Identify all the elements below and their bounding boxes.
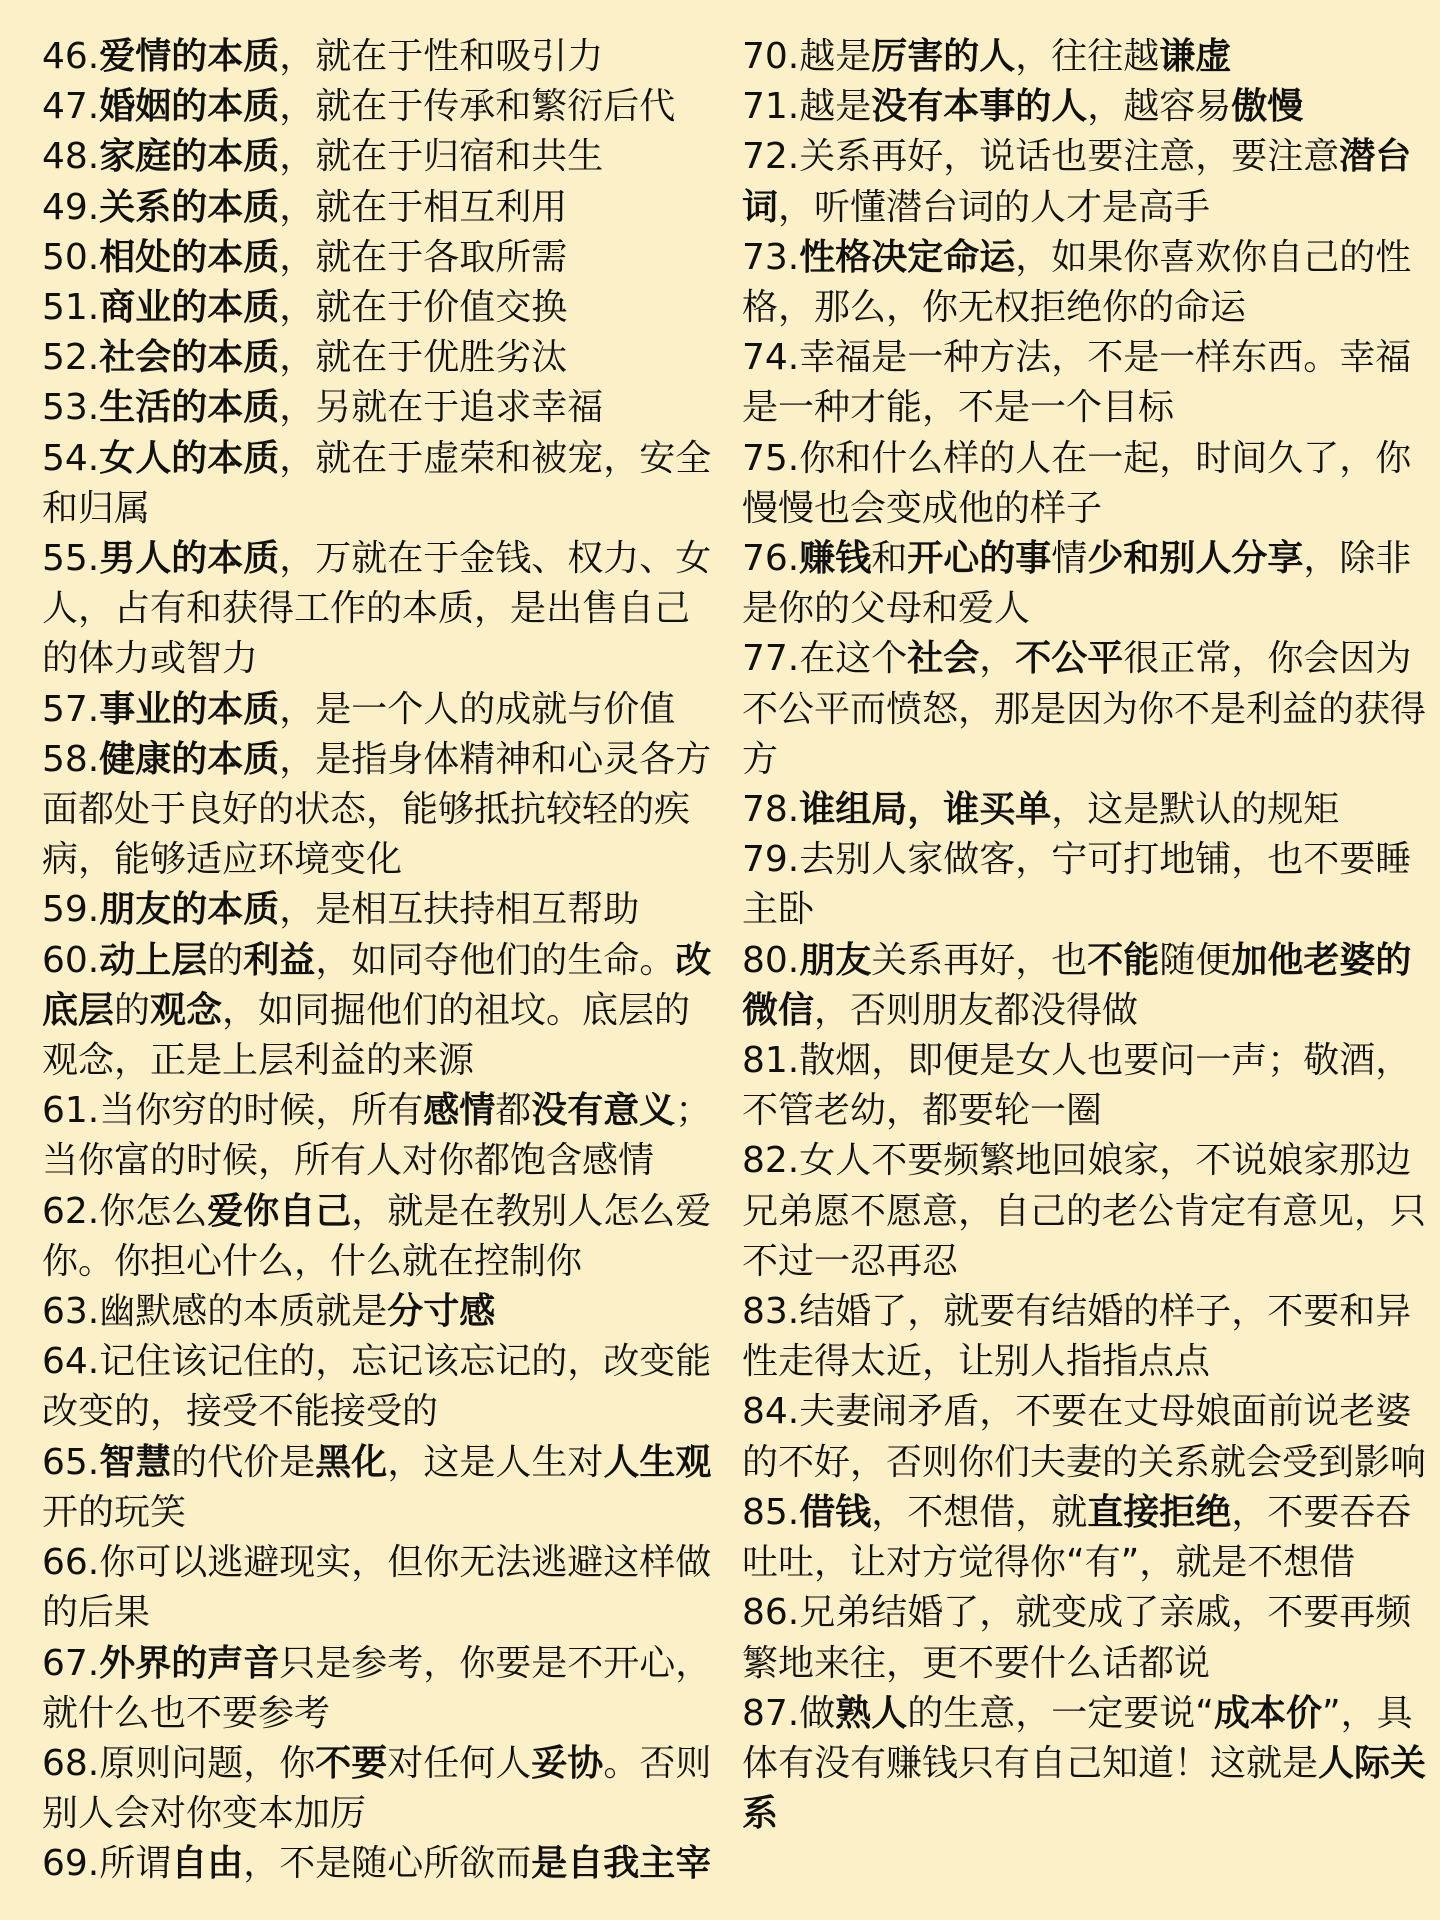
list-item <box>42 283 714 333</box>
bold-text: 动上层 <box>99 939 208 981</box>
text: 都 <box>495 1090 532 1132</box>
text: ，如同夺他们的生命。 <box>315 939 676 981</box>
bold-text: 爱你自己 <box>207 1190 352 1232</box>
text: 50. <box>42 236 100 278</box>
bold-text: 傲慢 <box>1231 86 1304 128</box>
list-item <box>742 1287 1432 1387</box>
text: ， <box>979 638 1016 680</box>
list-item <box>42 333 714 383</box>
list-item <box>42 32 714 82</box>
bold-text: 开心的事 <box>907 538 1052 580</box>
text: 58. <box>42 738 100 780</box>
text: 的 <box>114 989 151 1031</box>
list-item <box>42 383 714 433</box>
bold-text: 人生观 <box>603 1441 712 1483</box>
text: ，是相互扶持相互帮助 <box>279 889 640 931</box>
list-item <box>742 1387 1432 1487</box>
bold-text: 是自我主宰 <box>531 1843 712 1885</box>
text: 63.幽默感的本质就是 <box>42 1291 388 1333</box>
text: 84.夫妻闹矛盾，不要在丈母娘面前说老婆的不好，否则你们夫妻的关系就会受到影响 <box>742 1391 1427 1483</box>
bold-text: 人际关系 <box>742 1742 1427 1835</box>
list-item <box>742 534 1432 634</box>
text: 77.在这个 <box>742 638 908 680</box>
list-item <box>742 634 1432 785</box>
text: ，就是在教别人怎么爱你。你担心什么，什么就在控制你 <box>42 1190 712 1282</box>
bold-text: 观念 <box>150 989 223 1031</box>
list-item <box>742 835 1432 935</box>
text: 86.兄弟结婚了，就变成了亲戚，不要再频繁地来往，更不要什么话都说 <box>742 1592 1412 1684</box>
text: ，就在于传承和繁衍后代 <box>279 86 676 128</box>
text: 65. <box>42 1441 100 1483</box>
text: 76. <box>742 538 800 580</box>
bold-text: 朋友 <box>799 939 872 981</box>
text: 的生意，一定要说“ <box>907 1692 1214 1734</box>
bold-text: 家庭的本质 <box>99 136 280 178</box>
bold-text: 生活的本质 <box>99 387 280 429</box>
text: ，这是人生对 <box>387 1441 604 1483</box>
text: 70.越是 <box>742 36 872 77</box>
text: ”，具体有没有赚钱只有自己知道！这就是 <box>742 1692 1413 1784</box>
text: ，不是随心所欲而 <box>243 1843 532 1885</box>
bold-text: 妥协 <box>531 1742 604 1784</box>
list-item <box>742 1588 1432 1688</box>
text: ，除非是你的父母和爱人 <box>742 538 1412 630</box>
text: 的代价是 <box>171 1441 316 1483</box>
text: 71.越是 <box>742 86 872 128</box>
bold-text: 社会 <box>907 638 980 680</box>
bold-text: 厉害的人 <box>871 36 1016 77</box>
text: 46. <box>42 36 100 77</box>
text: ，往往越 <box>1015 36 1160 77</box>
list-item <box>42 1839 714 1889</box>
bold-text: 女人的本质 <box>99 437 280 479</box>
text: ，听懂潜台词的人才是高手 <box>778 186 1211 228</box>
list-item <box>42 685 714 735</box>
text: 72.关系再好，说话也要注意，要注意 <box>742 136 1340 178</box>
bold-text: 感情 <box>423 1090 496 1132</box>
text: 80. <box>742 939 800 981</box>
text: ，就在于相互利用 <box>279 186 568 228</box>
bold-text: 健康的本质 <box>99 738 280 780</box>
bold-text: 谁组局，谁买单 <box>799 789 1052 831</box>
list-item <box>742 434 1432 534</box>
text: 59. <box>42 889 100 931</box>
bold-text: 社会的本质 <box>99 337 280 379</box>
list-item <box>742 936 1432 1036</box>
bold-text: 智慧 <box>99 1441 172 1483</box>
text: ，另就在于追求幸福 <box>279 387 604 429</box>
text: 的 <box>207 939 244 981</box>
text: ，如果你喜欢你自己的性格，那么，你无权拒绝你的命运 <box>742 236 1412 329</box>
text: 关系再好，也 <box>871 939 1088 981</box>
list-item <box>42 1639 714 1739</box>
text: ，就在于虚荣和被宠，安全和归属 <box>42 437 712 529</box>
text: 87.做 <box>742 1692 836 1734</box>
bold-text: 不要 <box>315 1742 388 1784</box>
list-item <box>42 1337 714 1437</box>
text: 55. <box>42 538 100 580</box>
list-item <box>42 1438 714 1538</box>
list-item <box>42 1739 714 1839</box>
text: ，如同掘他们的祖坟。底层的观念，正是上层利益的来源 <box>42 989 691 1082</box>
text: 48. <box>42 136 100 178</box>
list-item <box>42 132 714 182</box>
list-item <box>742 1036 1432 1136</box>
text: 79.去别人家做客，宁可打地铺，也不要睡主卧 <box>742 839 1412 931</box>
list-item <box>742 1689 1432 1840</box>
text: ，万就在于金钱、权力、女人，占有和获得工作的本质，是出售自己的体力或智力 <box>42 538 712 680</box>
bold-text: 借钱 <box>799 1491 872 1533</box>
bold-text: 没有意义 <box>531 1090 676 1132</box>
bold-text: 黑化 <box>315 1441 388 1483</box>
bold-text: 改底层 <box>42 939 712 1031</box>
text: 随便 <box>1159 939 1232 981</box>
text: 74.幸福是一种方法，不是一样东西。幸福是一种才能，不是一个目标 <box>742 337 1412 429</box>
text: ，不要吞吞吐吐，让对方觉得你“有”，就是不想借 <box>742 1491 1412 1584</box>
bold-text: 不能 <box>1087 939 1160 981</box>
bold-text: 商业的本质 <box>99 287 280 329</box>
text: 73. <box>742 236 800 278</box>
list-item <box>42 233 714 283</box>
text: 60. <box>42 939 100 981</box>
text: ，就在于优胜劣汰 <box>279 337 568 379</box>
bold-text: 性格决定命运 <box>799 236 1016 278</box>
list-item <box>42 735 714 886</box>
bold-text: 朋友的本质 <box>99 889 280 931</box>
text: 51. <box>42 287 100 329</box>
text: 85. <box>742 1491 800 1533</box>
text: 和 <box>871 538 908 580</box>
bold-text: 没有本事的人 <box>871 86 1088 128</box>
right-column <box>742 32 1432 1920</box>
text: 66.你可以逃避现实，但你无法逃避这样做的后果 <box>42 1542 712 1634</box>
text: 53. <box>42 387 100 429</box>
text: 83.结婚了，就要有结婚的样子，不要和异性走得太近，让别人指指点点 <box>742 1291 1412 1383</box>
text: 67. <box>42 1642 100 1684</box>
text: ，是指身体精神和心灵各方面都处于良好的状态，能够抵抗较轻的疾病，能够适应环境变化 <box>42 738 712 881</box>
bold-text: 潜台词 <box>742 136 1412 228</box>
text: 78. <box>742 789 800 831</box>
list-item <box>42 183 714 233</box>
text: 。否则别人会对你变本加厉 <box>42 1742 712 1835</box>
text: 49. <box>42 186 100 228</box>
list-item <box>742 82 1432 132</box>
text: 开的玩笑 <box>42 1491 187 1533</box>
text: ，否则朋友都没得做 <box>814 989 1139 1031</box>
text: 情 <box>1051 538 1088 580</box>
list-item <box>42 1086 714 1186</box>
text: 62.你怎么 <box>42 1190 208 1232</box>
list-item <box>742 785 1432 835</box>
bold-text: 直接拒绝 <box>1087 1491 1232 1533</box>
list-item <box>42 1538 714 1638</box>
text: ，就在于性和吸引力 <box>279 36 604 77</box>
text: 很正常，你会因为不公平而愤怒，那是因为你不是利益的获得方 <box>742 638 1427 780</box>
bold-text: 加他老婆的微信 <box>742 939 1412 1031</box>
bold-text: 男人的本质 <box>99 538 280 580</box>
bold-text: 少和别人分享 <box>1087 538 1304 580</box>
text: ，越容易 <box>1087 86 1232 128</box>
list-item <box>42 936 714 1087</box>
bold-text: 相处的本质 <box>99 236 280 278</box>
text: 57. <box>42 688 100 730</box>
text: 81.散烟，即便是女人也要问一声；敬酒，不管老幼，都要轮一圈 <box>742 1040 1412 1132</box>
bold-text: 成本价 <box>1213 1692 1322 1734</box>
bold-text: 不公平 <box>1015 638 1124 680</box>
text: 64.记住该记住的，忘记该忘记的，改变能改变的，接受不能接受的 <box>42 1341 712 1433</box>
bold-text: 利益 <box>243 939 316 981</box>
list-item <box>742 233 1432 333</box>
text: ，就在于价值交换 <box>279 287 568 329</box>
list-item <box>742 1136 1432 1287</box>
left-column <box>42 32 714 1920</box>
bold-text: 自由 <box>171 1843 244 1885</box>
list-item <box>42 1187 714 1287</box>
text: 52. <box>42 337 100 379</box>
list-item <box>42 82 714 132</box>
text: 68.原则问题，你 <box>42 1742 316 1784</box>
list-item <box>42 434 714 534</box>
text: 对任何人 <box>387 1742 532 1784</box>
bold-text: 事业的本质 <box>99 688 280 730</box>
text: ，是一个人的成就与价值 <box>279 688 676 730</box>
bold-text: 熟人 <box>835 1692 908 1734</box>
text: 61.当你穷的时候，所有 <box>42 1090 424 1132</box>
text: 47. <box>42 86 100 128</box>
bold-text: 关系的本质 <box>99 186 280 228</box>
text: 82.女人不要频繁地回娘家，不说娘家那边兄弟愿不愿意，自己的老公肯定有意见，只不过一忍再忍 <box>742 1140 1427 1282</box>
list-item <box>42 885 714 935</box>
text: 54. <box>42 437 100 479</box>
list-item <box>742 1488 1432 1588</box>
bold-text: 谦虚 <box>1159 36 1232 77</box>
text: ，就在于归宿和共生 <box>279 136 604 178</box>
text: 69.所谓 <box>42 1843 172 1885</box>
text: ，这是默认的规矩 <box>1051 789 1340 831</box>
bold-text: 外界的声音 <box>99 1642 280 1684</box>
text: ；当你富的时候，所有人对你都饱含感情 <box>42 1090 712 1182</box>
list-item <box>42 1287 714 1337</box>
list-item <box>742 333 1432 433</box>
bold-text: 赚钱 <box>799 538 872 580</box>
text: 只是参考，你要是不开心，就什么也不要参考 <box>42 1642 712 1734</box>
list-item <box>42 534 714 685</box>
list-item <box>742 32 1432 82</box>
list-item <box>742 132 1432 232</box>
text: ，不想借，就 <box>871 1491 1088 1533</box>
bold-text: 婚姻的本质 <box>99 86 280 128</box>
bold-text: 爱情的本质 <box>99 36 280 77</box>
bold-text: 分寸感 <box>387 1291 496 1333</box>
text: ，就在于各取所需 <box>279 236 568 278</box>
text: 75.你和什么样的人在一起，时间久了，你慢慢也会变成他的样子 <box>742 437 1412 529</box>
